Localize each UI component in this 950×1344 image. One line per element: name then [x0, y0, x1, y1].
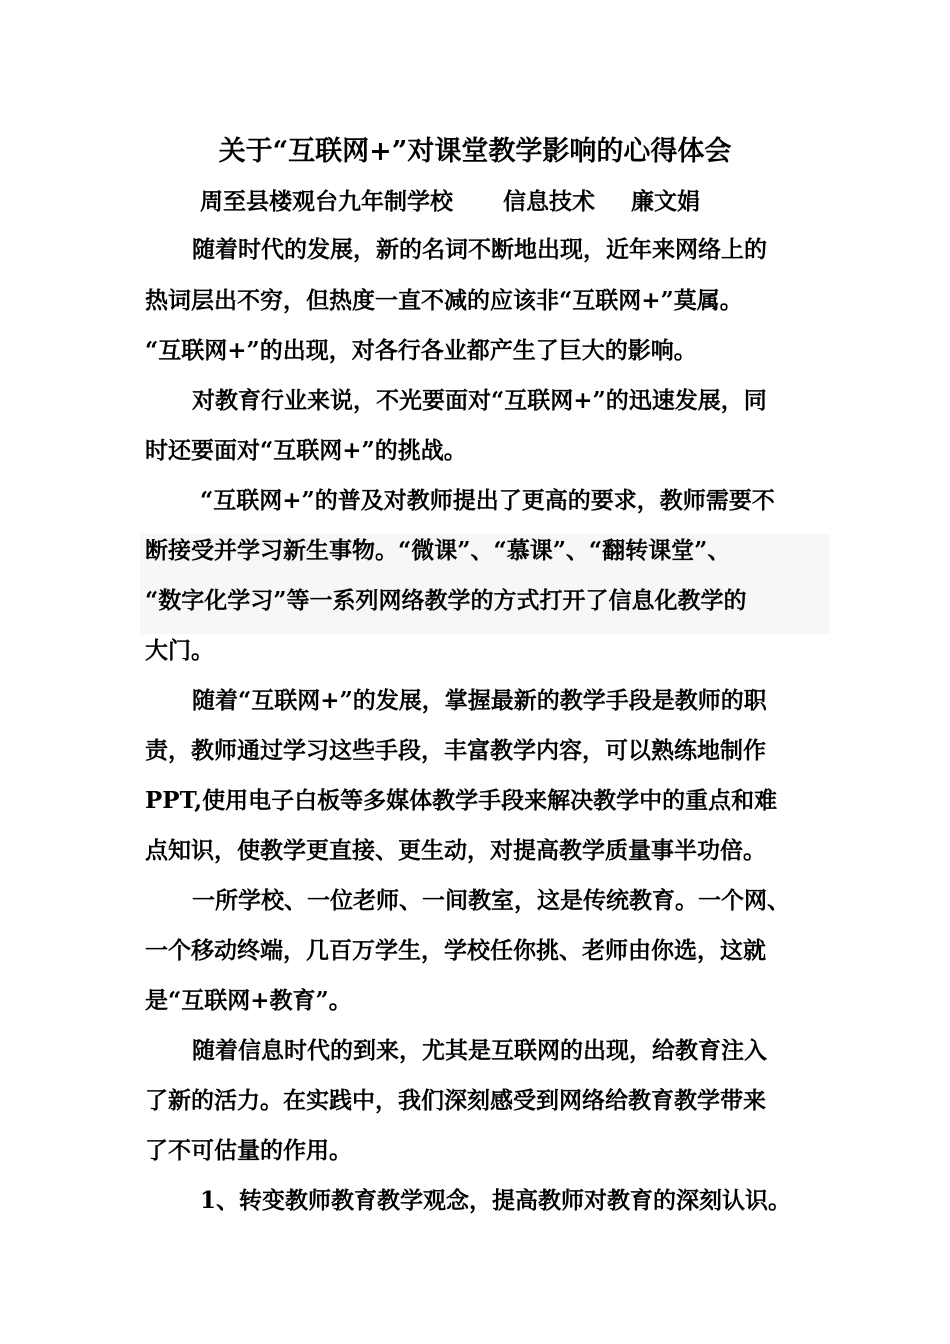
- text-line: 断接受并学习新生事物。“微课”、“慕课”、“翻转课堂”、: [145, 537, 731, 564]
- author-name: 廉文娟: [631, 188, 700, 215]
- text-line: 一个移动终端，几百万学生，学校任你挑、老师由你选，这就: [145, 937, 766, 964]
- text-line: 时还要面对“互联网+”的挑战。: [145, 437, 467, 464]
- text-line: 随着时代的发展，新的名词不断地出现，近年来网络上的: [192, 236, 767, 263]
- text-line: 大门。: [145, 637, 214, 664]
- text-line: 热词层出不穷，但热度一直不减的应该非“互联网+”莫属。: [145, 287, 743, 314]
- text-line: 了不可估量的作用。: [145, 1137, 352, 1164]
- text-line: 责，教师通过学习这些手段，丰富教学内容，可以熟练地制作: [145, 737, 766, 764]
- text-line: 对教育行业来说，不光要面对“互联网+”的迅速发展，同: [192, 387, 767, 414]
- text-line: PPT,使用电子白板等多媒体教学手段来解决教学中的重点和难: [145, 787, 778, 814]
- text-line: 点知识，使教学更直接、更生动，对提高教学质量事半功倍。: [145, 837, 766, 864]
- text-line: 一所学校、一位老师、一间教室，这是传统教育。一个网、: [192, 887, 790, 914]
- document-title: 关于“互联网+”对课堂教学影响的心得体会: [218, 136, 732, 167]
- author-line: [200, 182, 700, 222]
- author-school: 周至县楼观台九年制学校: [200, 188, 453, 215]
- text-line: 了新的活力。在实践中，我们深刻感受到网络给教育教学带来: [145, 1087, 766, 1114]
- text-line: “互联网+”的普及对教师提出了更高的要求，教师需要不: [200, 487, 775, 514]
- text-line: 是“互联网+教育”。: [145, 987, 352, 1014]
- text-line: 随着“互联网+”的发展，掌握最新的教学手段是教师的职: [192, 687, 767, 714]
- author-subject: 信息技术: [503, 188, 595, 215]
- text-line: “互联网+”的出现，对各行各业都产生了巨大的影响。: [145, 337, 697, 364]
- text-line: 1、转变教师教育教学观念，提高教师对教育的深刻认识。: [200, 1187, 792, 1214]
- text-line: “数字化学习”等一系列网络教学的方式打开了信息化教学的: [145, 587, 747, 614]
- text-line: 随着信息时代的到来，尤其是互联网的出现，给教育注入: [192, 1037, 767, 1064]
